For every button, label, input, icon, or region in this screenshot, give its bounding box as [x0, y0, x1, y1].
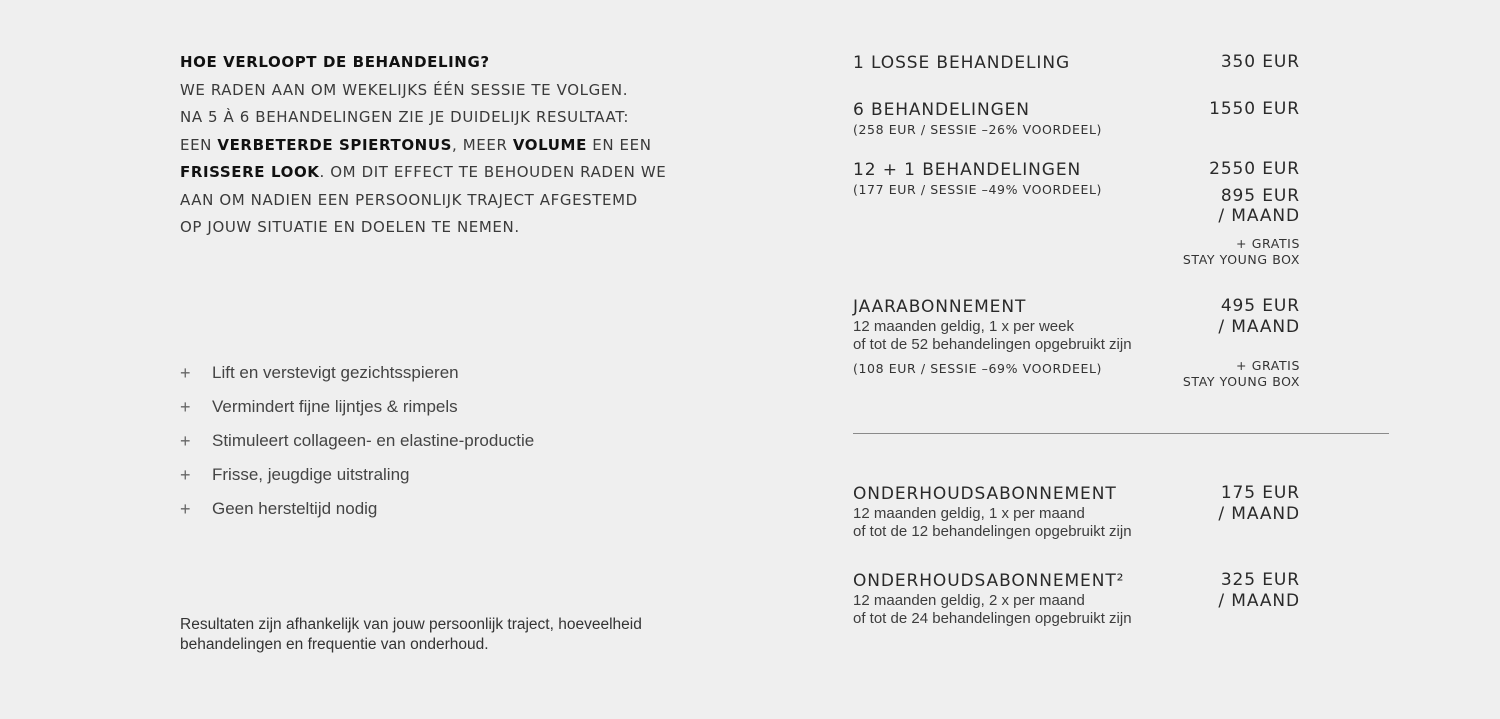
price-value: 175 EUR / MAAND [1218, 483, 1300, 524]
price-row-single [853, 52, 1300, 74]
price-row-yearly [853, 296, 1300, 396]
emphasis-spiertonus: VERBETERDE SPIERTONUS [217, 135, 453, 154]
price-sub: (177 EUR / SESSIE –49% VOORDEEL) [853, 182, 1103, 197]
price-value: 495 EUR / MAAND [1218, 296, 1300, 337]
price-sub: (108 EUR / SESSIE –69% VOORDEEL) [853, 361, 1103, 376]
emphasis-volume: VOLUME [512, 135, 587, 154]
price-desc: of tot de 52 behandelingen opgebruikt zijn [853, 335, 1132, 353]
price-sub: (258 EUR / SESSIE –26% VOORDEEL) [853, 122, 1103, 137]
intro-line: AAN OM NADIEN EEN PERSOONLIJK TRAJECT AFGESTEMD [180, 190, 638, 209]
price-row-six [853, 99, 1300, 139]
intro-text [180, 49, 700, 242]
plus-icon: + [180, 431, 191, 451]
price-name: JAARABONNEMENT [853, 297, 1027, 317]
alt-price: 895 EUR [1220, 185, 1300, 206]
price-name: ONDERHOUDSABONNEMENT² [853, 571, 1125, 591]
intro-line: WE RADEN AAN OM WEKELIJKS ÉÉN SESSIE TE VOLGEN. [180, 80, 629, 99]
emphasis-frissere-look: FRISSERE LOOK [180, 163, 320, 181]
gift-note: + GRATIS STAY YOUNG BOX [1182, 358, 1300, 389]
price-value: 1550 EUR [1209, 99, 1300, 119]
list-item: + Stimuleert collageen- en elastine-productie [180, 424, 534, 458]
plus-icon: + [180, 363, 191, 383]
price-name: 1 LOSSE BEHANDELING [853, 53, 1071, 73]
intro-line: FRISSERE LOOK. OM DIT EFFECT TE BEHOUDEN RADEN WE [180, 163, 667, 181]
price-desc: of tot de 24 behandelingen opgebruikt zijn [853, 609, 1132, 627]
price-name: ONDERHOUDSABONNEMENT [853, 484, 1117, 504]
price-value: 325 EUR / MAAND [1218, 570, 1300, 611]
price-row-maintenance-2 [853, 570, 1300, 627]
price-desc: 12 maanden geldig, 1 x per maand [853, 505, 1085, 522]
intro-line: EEN VERBETERDE SPIERTONUS, MEER VOLUME EN EEN [180, 135, 652, 154]
plus-icon: + [180, 465, 191, 485]
intro-line: NA 5 À 6 BEHANDELINGEN ZIE JE DUIDELIJK RESULTAAT: [180, 108, 629, 126]
price-value: 350 EUR [1220, 52, 1300, 72]
results-footnote: Resultaten zijn afhankelijk van jouw persoonlijk traject, hoeveelheid behandelingen en frequentie van onderhoud. [180, 616, 642, 653]
price-row-twelve [853, 159, 1300, 271]
intro-line: OP JOUW SITUATIE EN DOELEN TE NEMEN. [180, 218, 520, 236]
price-desc: of tot de 12 behandelingen opgebruikt zijn [853, 522, 1132, 540]
list-item: + Geen hersteltijd nodig [180, 492, 534, 526]
alt-price-period: / MAAND [1218, 206, 1300, 226]
price-value: 2550 EUR 895 EUR / MAAND [1209, 159, 1300, 226]
price-desc: 12 maanden geldig, 2 x per maand [853, 592, 1085, 609]
price-desc: 12 maanden geldig, 1 x per week [853, 318, 1074, 335]
price-name: 12 + 1 BEHANDELINGEN [853, 160, 1082, 180]
gift-note: + GRATIS STAY YOUNG BOX [1182, 236, 1300, 267]
plus-icon: + [180, 397, 191, 417]
benefits-list [180, 356, 534, 526]
intro-title: HOE VERLOOPT DE BEHANDELING? [180, 53, 490, 71]
plus-icon: + [180, 499, 191, 519]
price-name: 6 BEHANDELINGEN [853, 100, 1030, 120]
list-item: + Frisse, jeugdige uitstraling [180, 458, 534, 492]
list-item: + Vermindert fijne lijntjes & rimpels [180, 390, 534, 424]
list-item: + Lift en verstevigt gezichtsspieren [180, 356, 534, 390]
price-row-maintenance [853, 483, 1300, 540]
divider [853, 433, 1389, 434]
